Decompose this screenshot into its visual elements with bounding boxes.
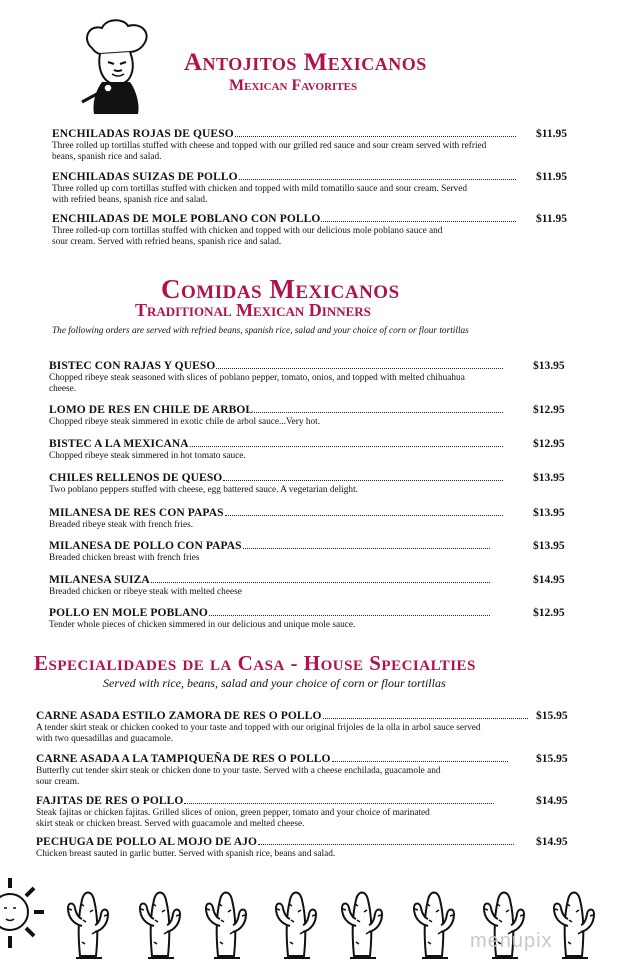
cactus-icon (414, 893, 454, 959)
dinners-subtitle: Traditional Mexican Dinners (135, 300, 371, 320)
menu-item (36, 710, 568, 744)
cactus-icon (342, 893, 382, 959)
item-name: CARNE ASADA A LA TAMPIQUEÑA DE RES O POLLO (36, 753, 331, 765)
cactus-icon (554, 893, 594, 959)
favorites-subtitle: Mexican Favorites (229, 77, 358, 94)
dinners-title: Comidas Mexicanos (161, 274, 400, 304)
item-price: $11.95 (536, 128, 567, 140)
item-name: PECHUGA DE POLLO AL MOJO DE AJO (36, 836, 257, 848)
menu-item (49, 540, 565, 564)
item-description: Three rolled up tortillas stuffed with cheese and topped with our grilled red sauce and sour cream served with refried beans, spanish rice and salad. (52, 141, 487, 162)
menu-item (49, 438, 565, 462)
menu-item (49, 360, 565, 394)
specialties-note: Served with rice, beans, salad and your choice of corn or flour tortillas (103, 676, 446, 690)
menu-item (52, 171, 567, 205)
item-price: $12.95 (533, 607, 565, 619)
menu-item (36, 836, 568, 860)
item-description: Breaded ribeye steak with french fries. (49, 520, 194, 530)
item-description: Three rolled up corn tortillas stuffed with chicken and topped with mild tomatillo sauce and sour cream. Served with refried beans, spanish rice and salad. (52, 184, 467, 205)
item-name: BISTEC CON RAJAS Y QUESO (49, 360, 216, 372)
item-description: Tender whole pieces of chicken simmered in our delicious and unique mole sauce. (49, 620, 356, 630)
menu-item (52, 128, 567, 162)
item-name: BISTEC A LA MEXICANA (49, 438, 189, 450)
cactus-icon (68, 893, 108, 959)
item-price: $14.95 (536, 795, 568, 807)
menu-item (49, 607, 565, 631)
item-price: $14.95 (533, 574, 565, 586)
menu-item (49, 507, 565, 531)
item-name: CHILES RELLENOS DE QUESO (49, 472, 223, 484)
item-description: Three rolled-up corn tortillas stuffed with chicken and topped with our delicious mole poblano sauce and sour cream. Served with refried beans, spanish rice and salad. (52, 226, 443, 247)
menu-item (49, 404, 565, 428)
item-description: Chopped ribeye steak seasoned with slices of poblano pepper, tomato, onios, and topped with melted chihuahua cheese. (49, 373, 465, 394)
menu-item (49, 574, 565, 598)
dinners-note: The following orders are served with refried beans, spanish rice, salad and your choice of corn or flour tortillas (52, 326, 469, 336)
item-description: Chopped ribeye steak simmered in exotic chile de arbol sauce...Very hot. (49, 417, 321, 427)
watermark: menupix (470, 930, 553, 952)
item-description: Chopped ribeye steak simmered in hot tomato sauce. (49, 451, 246, 461)
cactus-icon (276, 893, 316, 959)
item-description: Butterfly cut tender skirt steak or chicken done to your taste. Served with a cheese enchilada, guacamole and sour cream. (36, 766, 441, 787)
item-name: ENCHILADAS DE MOLE POBLANO CON POLLO (52, 213, 321, 225)
item-description: Two poblano peppers stuffed with cheese, egg battered sauce. A vegetarian delight. (49, 485, 358, 495)
item-description: Breaded chicken breast with french fries (49, 553, 200, 563)
item-name: POLLO EN MOLE POBLANO (49, 607, 208, 619)
menu-item (36, 795, 568, 829)
item-name: MILANESA SUIZA (49, 574, 150, 586)
chef-illustration (78, 18, 158, 118)
menu-item (49, 472, 565, 496)
item-price: $12.95 (533, 438, 565, 450)
item-price: $15.95 (536, 753, 568, 765)
item-price: $11.95 (536, 171, 567, 183)
item-name: ENCHILADAS ROJAS DE QUESO (52, 128, 234, 140)
item-name: ENCHILADAS SUIZAS DE POLLO (52, 171, 238, 183)
menu-item (52, 213, 567, 247)
item-name: MILANESA DE POLLO CON PAPAS (49, 540, 242, 552)
item-name: LOMO DE RES EN CHILE DE ARBOL (49, 404, 254, 416)
item-price: $13.95 (533, 507, 565, 519)
item-price: $14.95 (536, 836, 568, 848)
item-price: $13.95 (533, 540, 565, 552)
item-description: Chicken breast sauted in garlic butter. Served with spanish rice, beans and salad. (36, 849, 336, 859)
item-description: A tender skirt steak or chicken cooked to your taste and topped with our original frijoles de la olla in arbol sauce served with two quesadillas and guacamole. (36, 723, 481, 744)
item-description: Breaded chicken or ribeye steak with melted cheese (49, 587, 242, 597)
item-price: $11.95 (536, 213, 567, 225)
item-price: $15.95 (536, 710, 568, 722)
cactus-border (0, 872, 626, 973)
favorites-title: Antojitos Mexicanos (184, 49, 427, 76)
item-description: Steak fajitas or chicken fajitas. Grilled slices of onion, green pepper, tomato and your choice of marinated skirt steak or chicken breast. Served with guacamole and melted cheese. (36, 808, 430, 829)
cactus-icon (206, 893, 246, 959)
item-price: $13.95 (533, 360, 565, 372)
item-price: $12.95 (533, 404, 565, 416)
cactus-icon (140, 893, 180, 959)
sun-icon (0, 878, 44, 948)
menu-item (36, 753, 568, 787)
item-price: $13.95 (533, 472, 565, 484)
item-name: CARNE ASADA ESTILO ZAMORA DE RES O POLLO (36, 710, 322, 722)
item-name: MILANESA DE RES CON PAPAS (49, 507, 224, 519)
specialties-title: Especialidades de la Casa - House Specialties (34, 651, 476, 675)
item-name: FAJITAS DE RES O POLLO (36, 795, 184, 807)
